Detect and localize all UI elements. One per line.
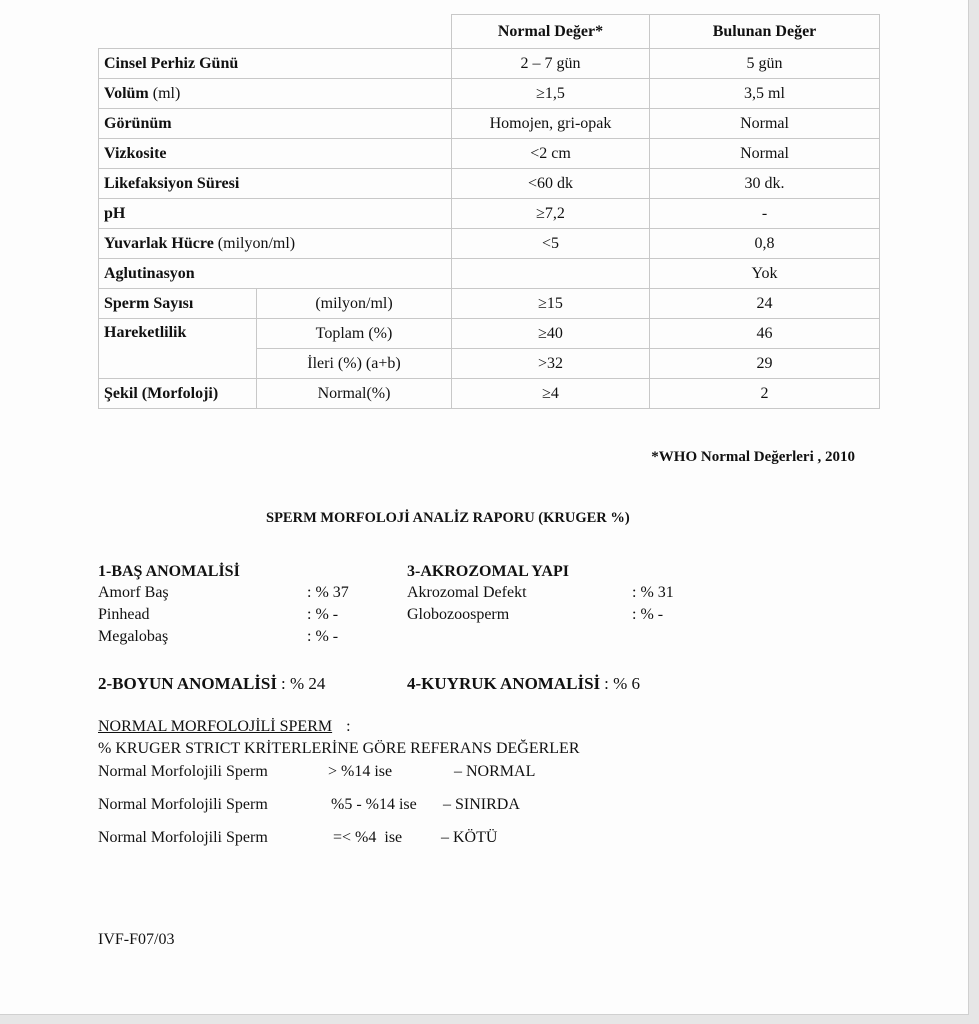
sperm-count-normal: ≥15 [452,289,650,319]
row-found: 5 gün [650,49,880,79]
row-found: Normal [650,109,880,139]
header-blank-cell [99,15,452,49]
motility-progressive-found: 29 [650,349,880,379]
row-normal [452,259,650,289]
acrosomal-title: 3-AKROZOMAL YAPI [407,563,569,580]
head-anomaly-item-label: Megalobaş [98,628,169,645]
acrosomal-item-label: Akrozomal Defekt [407,584,527,601]
neck-anomaly-title: 2-BOYUN ANOMALİSİ [98,674,277,693]
tail-anomaly-value: : % 6 [604,674,641,693]
table-row [99,229,880,259]
head-anomaly-title: 1-BAŞ ANOMALİSİ [98,563,240,580]
reference-range: > %14 ise [328,763,393,780]
row-normal: <2 cm [452,139,650,169]
morphology-label: Şekil (Morfoloji) [104,384,219,402]
sperm-count-unit: (milyon/ml) [257,289,452,319]
form-code: IVF-F07/03 [98,931,175,948]
row-label: Volüm [104,84,149,102]
motility-total-normal: ≥40 [452,319,650,349]
table-header-row [99,15,880,49]
row-label: Vizkosite [104,144,167,162]
row-found: Normal [650,139,880,169]
table-row-motility-total [99,319,880,349]
table-row [99,49,880,79]
row-found: 3,5 ml [650,79,880,109]
table-row [99,259,880,289]
neck-anomaly-value: : % 24 [281,674,326,693]
reference-range: =< %4 ise [333,829,403,846]
head-anomaly-item-label: Amorf Baş [98,584,169,601]
acrosomal-item-label: Globozoosperm [407,606,510,623]
row-normal: ≥1,5 [452,79,650,109]
row-found: Yok [650,259,880,289]
row-label: Cinsel Perhiz Günü [104,54,239,72]
report-title: SPERM MORFOLOJİ ANALİZ RAPORU (KRUGER %) [266,510,630,526]
neck-anomaly [98,674,325,695]
acrosomal-item-value: : % - [632,606,664,623]
kruger-criteria-title: % KRUGER STRICT KRİTERLERİNE GÖRE REFERANS DEĞERLER [98,740,580,757]
table-row [99,199,880,229]
reference-result: – KÖTÜ [441,829,498,846]
row-normal: 2 – 7 gün [452,49,650,79]
table-row [99,79,880,109]
reference-label: Normal Morfolojili Sperm [98,829,268,846]
row-label: Aglutinasyon [104,264,195,282]
reference-label: Normal Morfolojili Sperm [98,796,268,813]
acrosomal-item-value: : % 31 [632,584,674,601]
motility-label: Hareketlilik [104,324,187,341]
row-label: pH [104,204,126,222]
header-found-value: Bulunan Değer [650,15,880,49]
sperm-count-found: 24 [650,289,880,319]
table-row-morphology [99,379,880,409]
motility-total-found: 46 [650,319,880,349]
row-normal: <5 [452,229,650,259]
morphology-normal: ≥4 [452,379,650,409]
reference-label: Normal Morfolojili Sperm [98,763,268,780]
row-unit: (milyon/ml) [217,234,296,252]
row-normal: <60 dk [452,169,650,199]
motility-progressive-sub: İleri (%) (a+b) [257,349,452,379]
row-found: 0,8 [650,229,880,259]
normal-morph-title: NORMAL MORFOLOJİLİ SPERM [98,718,333,735]
header-normal-value: Normal Değer* [452,15,650,49]
table-row-sperm-count [99,289,880,319]
row-unit: (ml) [152,84,181,102]
head-anomaly-item-value: : % - [307,628,339,645]
normal-morph-colon: : [346,718,351,735]
who-footnote: *WHO Normal Değerleri , 2010 [651,449,855,465]
row-label: Görünüm [104,114,172,132]
head-anomaly-item-label: Pinhead [98,606,150,623]
table-row [99,109,880,139]
row-normal: ≥7,2 [452,199,650,229]
row-label: Yuvarlak Hücre [104,234,214,252]
table-row [99,139,880,169]
row-label: Likefaksiyon Süresi [104,174,240,192]
morphology-found: 2 [650,379,880,409]
sperm-count-label: Sperm Sayısı [104,294,194,312]
morphology-sub: Normal(%) [257,379,452,409]
head-anomaly-item-value: : % - [307,606,339,623]
normal-morph-heading [98,717,351,737]
reference-result: – NORMAL [454,763,536,780]
semen-results-table [98,14,880,409]
head-anomaly-item-value: : % 37 [307,584,349,601]
table-row [99,169,880,199]
motility-total-sub: Toplam (%) [257,319,452,349]
row-normal: Homojen, gri-opak [452,109,650,139]
row-found: 30 dk. [650,169,880,199]
tail-anomaly-title: 4-KUYRUK ANOMALİSİ [407,674,601,693]
reference-result: – SINIRDA [443,796,520,813]
row-found: - [650,199,880,229]
tail-anomaly [407,674,640,695]
reference-range: %5 - %14 ise [331,796,417,813]
motility-progressive-normal: >32 [452,349,650,379]
